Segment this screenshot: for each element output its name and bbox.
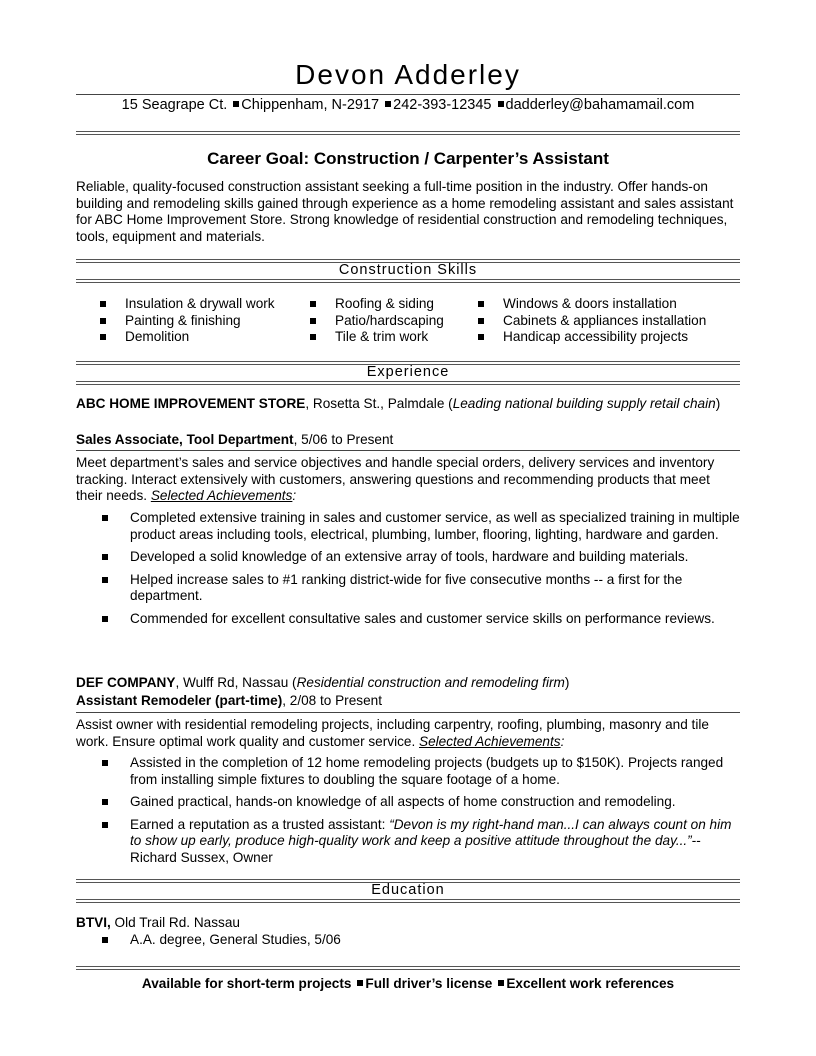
divider (76, 381, 740, 382)
bullet-icon (100, 318, 106, 324)
skill-item: Tile & trim work (310, 329, 444, 346)
company-name: ABC HOME IMPROVEMENT STORE (76, 396, 306, 411)
bullet-icon (478, 334, 484, 340)
school-name: BTVI, (76, 915, 111, 930)
selected-achievements-label: Selected Achievements (419, 733, 561, 749)
bullet-icon (498, 101, 504, 107)
list-item: Helped increase sales to #1 ranking district-wide for five consecutive months -- a first for the department. (102, 572, 742, 605)
testimonial-quote: “Devon is my right-hand man...I can always count on him to show up early, produce high-quality work and keep a positive attitude throughout the day...” (130, 816, 732, 848)
school-location: Old Trail Rd. Nassau (110, 915, 240, 930)
email: dadderley@bahamamail.com (505, 97, 695, 113)
skill-item: Handicap accessibility projects (478, 329, 706, 346)
bullet-icon (233, 101, 239, 107)
list-item: Commended for excellent consultative sales and customer service skills on performance reviews. (102, 611, 742, 628)
education-list (102, 932, 742, 949)
bullet-icon (102, 799, 108, 805)
skill-item: Painting & finishing (100, 313, 275, 330)
job-title: Sales Associate, Tool Department (76, 432, 294, 447)
footer-item: Excellent work references (506, 976, 675, 991)
footer-highlights (76, 976, 740, 993)
divider (76, 259, 740, 260)
bullet-icon (102, 822, 108, 828)
divider (76, 879, 740, 880)
skill-item: Insulation & drywall work (100, 296, 275, 313)
divider (76, 131, 740, 132)
bullet-icon (310, 301, 316, 307)
job-summary: Assist owner with residential remodeling projects, including carpentry, roofing, plumbing, masonry and tile work. Ensure optimal work quality and customer service. Selected Achievements: (76, 717, 709, 749)
bullet-icon (100, 334, 106, 340)
address: 15 Seagrape Ct. (121, 97, 228, 113)
skill-item: Cabinets & appliances installation (478, 313, 706, 330)
city: Chippenham, N-2917 (241, 97, 380, 113)
education-school (76, 915, 740, 932)
bullet-icon (385, 101, 391, 107)
bullet-icon (102, 937, 108, 943)
job-summary: Meet department’s sales and service objectives and handle special orders, delivery services and inventory tracking. Interact extensively with customers, answering questions and recommending products that meet their needs. Selected Achievements: (76, 455, 715, 503)
job-header: DEF COMPANY, Wulff Rd, Nassau (Residential construction and remodeling firm) (76, 675, 570, 690)
bullet-icon (102, 760, 108, 766)
achievements-list (102, 755, 742, 866)
bullet-icon (100, 301, 106, 307)
footer-item: Available for short-term projects (141, 976, 352, 991)
company-description: Leading national building supply retail chain (452, 396, 716, 411)
skill-item: Roofing & siding (310, 296, 444, 313)
selected-achievements-label: Selected Achievements (150, 488, 293, 503)
company-description: Residential construction and remodeling firm (296, 675, 565, 690)
divider (76, 279, 740, 280)
list-item: Completed extensive training in sales and customer service, as well as specialized training in multiple product areas including tools, electrical, plumbing, lumber, flooring, lighting, hardware and garden. (102, 510, 742, 543)
job-title-line (76, 432, 740, 449)
contact-line (76, 96, 740, 114)
divider (76, 899, 740, 900)
testimonial-author: -- Richard Sussex, Owner (130, 833, 701, 865)
job-dates: , 2/08 to Present (282, 693, 382, 708)
skill-item: Patio/hardscaping (310, 313, 444, 330)
achievements-list (102, 510, 742, 627)
skills-column (310, 296, 444, 346)
list-item: Gained practical, hands-on knowledge of all aspects of home construction and remodeling. (102, 794, 742, 811)
job-rule (76, 712, 740, 713)
job-header: ABC HOME IMPROVEMENT STORE, Rosetta St., Palmdale (Leading national building supply retail chain) (76, 396, 721, 411)
list-item: A.A. degree, General Studies, 5/06 (102, 932, 742, 949)
job-title-line (76, 693, 740, 710)
bullet-icon (478, 318, 484, 324)
company-name: DEF COMPANY (76, 675, 176, 690)
bullet-icon (357, 980, 363, 986)
skills-heading: Construction Skills (338, 262, 478, 278)
experience-heading: Experience (366, 364, 450, 380)
candidate-name: Devon Adderley (295, 59, 521, 90)
education-heading: Education (371, 882, 445, 898)
bullet-icon (310, 334, 316, 340)
skill-item: Windows & doors installation (478, 296, 706, 313)
header-rule (76, 94, 740, 95)
phone: 242-393-12345 (393, 97, 492, 113)
divider (76, 361, 740, 362)
skill-item: Demolition (100, 329, 275, 346)
bullet-icon (102, 616, 108, 622)
job-rule (76, 450, 740, 451)
job-dates: , 5/06 to Present (293, 432, 394, 447)
list-item: Earned a reputation as a trusted assistant: “Devon is my right-hand man...I can always count on him to show up early, produce high-quality work and keep a positive attitude throughout the day...”-- Richard Sussex, Owner (102, 817, 742, 867)
career-goal-title: Career Goal: Construction / Carpenter’s Assistant (207, 149, 609, 168)
bullet-icon (102, 577, 108, 583)
bullet-icon (102, 515, 108, 521)
skills-column (478, 296, 706, 346)
divider (76, 966, 740, 967)
bullet-icon (102, 554, 108, 560)
job-title: Assistant Remodeler (part-time) (76, 693, 283, 708)
skills-column (100, 296, 275, 346)
bullet-icon (498, 980, 504, 986)
footer-item: Full driver’s license (365, 976, 493, 991)
list-item: Developed a solid knowledge of an extensive array of tools, hardware and building materials. (102, 549, 742, 566)
bullet-icon (310, 318, 316, 324)
bullet-icon (478, 301, 484, 307)
list-item: Assisted in the completion of 12 home remodeling projects (budgets up to $150K). Projects ranged from installing simple fixtures to doubling the square footage of a home. (102, 755, 742, 788)
career-summary: Reliable, quality-focused construction assistant seeking a full-time position in the industry. Offer hands-on building and remodeling skills gained through experience as a home remodeling assistant and sales assistant for ABC Home Improvement Store. Strong knowledge of residential construction and remodeling techniques, tools, equipment and materials. (76, 179, 734, 244)
